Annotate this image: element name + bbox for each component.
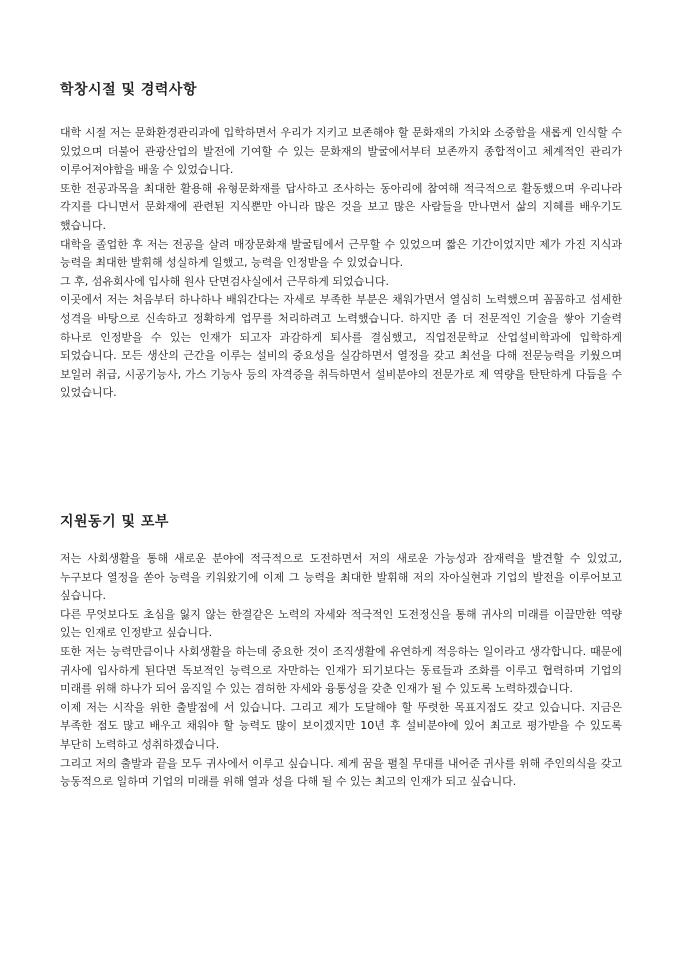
paragraph: 저는 사회생활을 통해 새로운 분야에 적극적으로 도전하면서 저의 새로운 가능성과 잠재력을 발견할 수 있었고, 누구보다 열정을 쏟아 능력을 키워왔기에 이제 그 능력을 최대한 발휘해 저의 자아실현과 기업의 발전을 이루어보고 싶습니다. [60, 552, 622, 603]
paragraph: 그리고 저의 출발과 끝을 모두 귀사에서 이루고 싶습니다. 제게 꿈을 펼칠 무대를 내어준 귀사를 위해 주인의식을 갖고 능동적으로 일하며 기업의 미래를 위해 열과 성을 다해 될 수 있는 최고의 인재가 되고 싶습니다. [60, 756, 622, 789]
section-title-motivation: 지원동기 및 포부 [60, 514, 169, 530]
paragraph: 대학 시절 저는 문화환경관리과에 입학하면서 우리가 지키고 보존해야 할 문화재의 가치와 소중함을 새롭게 인식할 수 있었으며 더불어 관광산업의 발전에 기여할 수 있는 문화재의 발굴에서부터 보존까지 종합적이고 체계적인 관리가 이루어져야함을 배울 수 있었습니다. [60, 126, 622, 177]
section-title-career: 학창시절 및 경력사항 [60, 82, 197, 98]
paragraph: 그 후, 섬유회사에 입사해 원사 단면검사실에서 근무하게 되었습니다. [60, 274, 389, 288]
paragraph: 다른 무엇보다도 초심을 잃지 않는 한결같은 노력의 자세와 적극적인 도전정신을 통해 귀사의 미래를 이끌만한 역량 있는 인재로 인정받고 싶습니다. [60, 607, 622, 640]
paragraph: 또한 전공과목을 최대한 활용해 유형문화재를 답사하고 조사하는 동아리에 참여해 적극적으로 활동했으며 우리나라 각지를 다니면서 문화재에 관련된 지식뿐만 아니라 많은 것을 보고 많은 사람들을 만나면서 삶의 지혜를 배우기도 했습니다. [60, 181, 622, 232]
paragraph: 대학을 졸업한 후 저는 전공을 살려 매장문화재 발굴팀에서 근무할 수 있었으며 짧은 기간이었지만 제가 가진 지식과 능력을 최대한 발휘해 성실하게 일했고, 능력을 인정받을 수 있었습니다. [60, 237, 622, 270]
paragraph: 이곳에서 저는 처음부터 하나하나 배워간다는 자세로 부족한 부분은 채워가면서 열심히 노력했으며 꼼꼼하고 섬세한 성격을 바탕으로 신속하고 정확하게 업무를 처리하려고 노력했습니다. 하지만 좀 더 전문적인 기술을 쌓아 기술력 하나로 인정받을 수 있는 인재가 되고자 과감하게 퇴사를 결심했고, 직업전문학교 산업설비학과에 입학하게 되었습니다. 모든 생산의 근간을 이루는 설비의 중요성을 실감하면서 열정을 갖고 최선을 다해 전문능력을 키웠으며 보일러 취급, 시공기능사, 가스 기능사 등의 자격증을 취득하면서 설비분야의 전문가로 제 역량을 탄탄하게 다듬을 수 있었습니다. [60, 293, 622, 400]
section-body-motivation [60, 550, 622, 792]
paragraph: 또한 저는 능력만큼이나 사회생활을 하는데 중요한 것이 조직생활에 유연하게 적응하는 일이라고 생각합니다. 때문에 귀사에 입사하게 된다면 독보적인 능력으로 자만하는 인재가 되기보다는 동료들과 조화를 이루고 협력하며 기업의 미래를 위해 하나가 되어 움직일 수 있는 겸허한 자세와 융통성을 갖춘 인재가 될 수 있도록 노력하겠습니다. [60, 644, 622, 696]
paragraph: 이제 저는 시작을 위한 출발점에 서 있습니다. 그리고 제가 도달해야 할 뚜렷한 목표지점도 갖고 있습니다. 지금은 부족한 점도 많고 배우고 채워야 할 능력도 많이 보이겠지만 10년 후 설비분야에 있어 최고로 평가받을 수 있도록 부단히 노력하고 성취하겠습니다. [60, 700, 622, 751]
section-body-career [60, 124, 622, 403]
